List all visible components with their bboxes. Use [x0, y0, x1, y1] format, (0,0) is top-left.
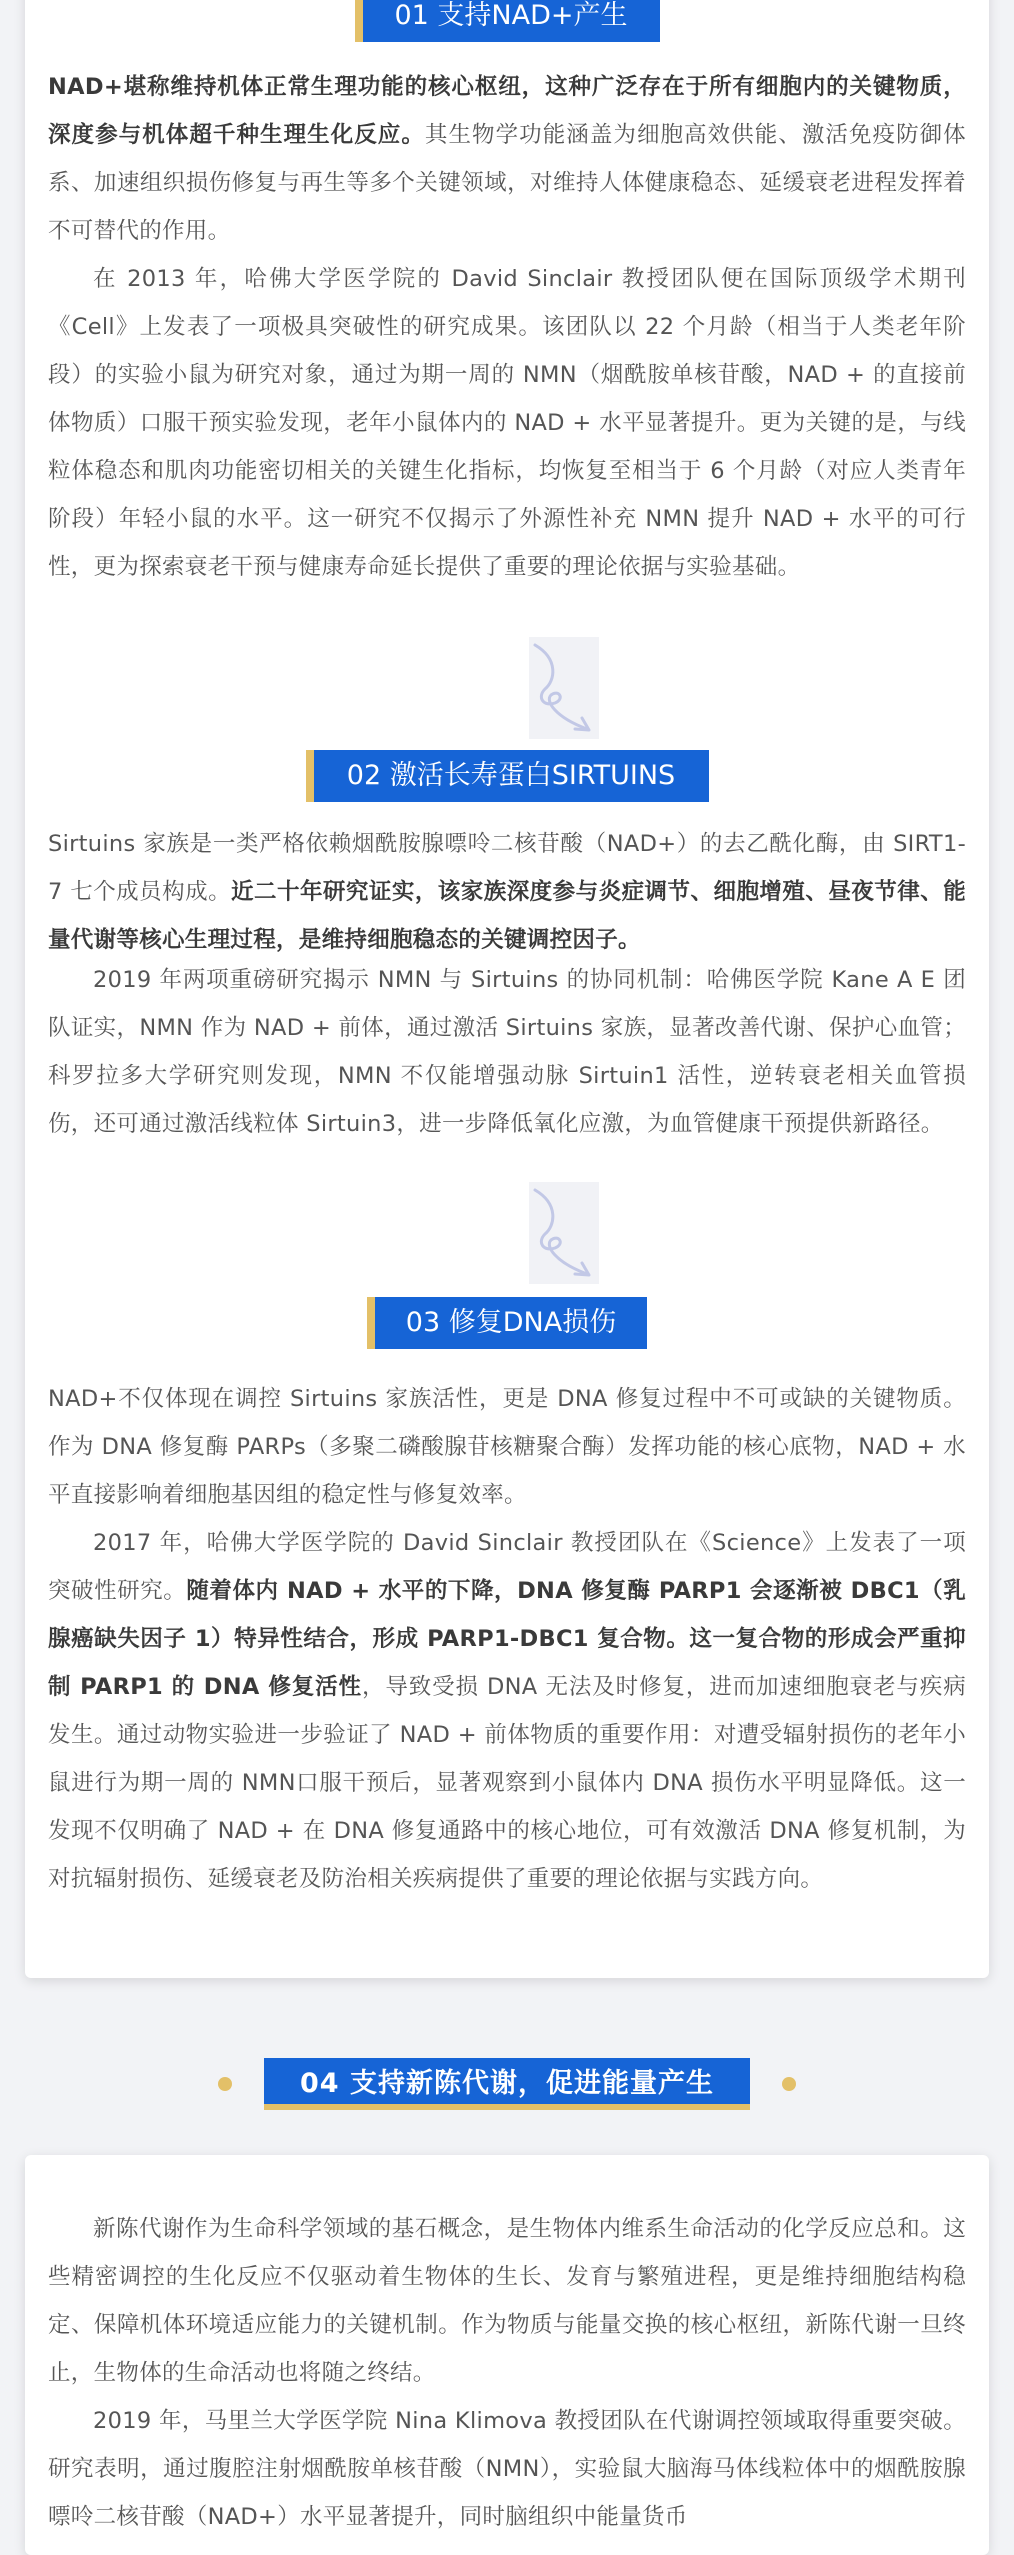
section-3-paragraph-2 [48, 1519, 966, 1903]
section-3-p2-text: ，导致受损 DNA 无法及时修复，进而加速细胞衰老与疾病发生。通过动物实验进一步验证了 NAD + 前体物质的重要作用：对遭受辐射损伤的老年小鼠进行为期一周的 NMN口服干预后，显著观察到小鼠体内 DNA 损伤水平明显降低。这一发现不仅明确了 NAD + 在 DNA 修复通路中的核心地位，可有效激活 DNA 修复机制，为对抗辐射损伤、延缓衰老及防治相关疾病提供了重要的理论依据与实践方向。 [48, 1674, 966, 1892]
section-2-p1-bold: 近二十年研究证实，该家族深度参与炎症调节、细胞增殖、昼夜节律、能量代谢等核心生理过程，是维持细胞稳态的关键调控因子。 [48, 879, 966, 953]
section-4-paragraph-1: 新陈代谢作为生命科学领域的基石概念，是生物体内维系生命活动的化学反应总和。这些精密调控的生化反应不仅驱动着生物体的生长、发育与繁殖进程，更是维持细胞结构稳定、保障机体环境适应能力的关键机制。作为物质与能量交换的核心枢纽，新陈代谢一旦终止，生物体的生命活动也将随之终结。 [48, 2216, 966, 2386]
section-1-p1-text: 其生物学功能涵盖为细胞高效供能、激活免疫防御体系、加速组织损伤修复与再生等多个关键领域，对维持人体健康稳态、延缓衰老进程发挥着不可替代的作用。 [48, 122, 966, 244]
section-2-p1-text: Sirtuins 家族是一类严格依赖烟酰胺腺嘌呤二核苷酸（NAD+）的去乙酰化酶，由 SIRT1-7 七个成员构成。 [48, 831, 966, 905]
section-4-paragraph-2: 2019 年，马里兰大学医学院 Nina Klimova 教授团队在代谢调控领域取得重要突破。研究表明，通过腹腔注射烟酰胺单核苷酸（NMN），实验鼠大脑海马体线粒体中的烟酰胺腺嘌呤二核苷酸（NAD+）水平显著提升，同时脑组织中能量货币 [48, 2408, 966, 2530]
section-2-title: 02 激活长寿蛋白SIRTUINS [306, 750, 709, 802]
section-2-heading-wrap [0, 750, 1014, 802]
swirl-arrow-icon [529, 1182, 599, 1284]
gold-dot-icon [782, 2077, 796, 2091]
section-3-paragraph-1: NAD+不仅体现在调控 Sirtuins 家族活性，更是 DNA 修复过程中不可或缺的关键物质。作为 DNA 修复酶 PARPs（多聚二磷酸腺苷核糖聚合酶）发挥功能的核心底物，NAD + 水平直接影响着细胞基因组的稳定性与修复效率。 [48, 1386, 966, 1508]
section-3-p2-bold: 随着体内 NAD + 水平的下降，DNA 修复酶 PARP1 会逐渐被 DBC1（乳腺癌缺失因子 1）特异性结合，形成 PARP1-DBC1 复合物。这一复合物的形成会严重抑制 PARP1 的 DNA 修复活性 [48, 1578, 966, 1700]
gold-dot-icon [218, 2077, 232, 2091]
section-3-heading-wrap [0, 1297, 1014, 1349]
section-1-paragraph-1 [48, 63, 966, 255]
section-3-title: 03 修复DNA损伤 [367, 1297, 647, 1349]
section-1-paragraph-2: 在 2013 年，哈佛大学医学院的 David Sinclair 教授团队便在国际顶级学术期刊《Cell》上发表了一项极具突破性的研究成果。该团队以 22 个月龄（相当于人类老年阶段）的实验小鼠为研究对象，通过为期一周的 NMN（烟酰胺单核苷酸，NAD + 的直接前体物质）口服干预实验发现，老年小鼠体内的 NAD + 水平显著提升。更为关键的是，与线粒体稳态和肌肉功能密切相关的关键生化指标，均恢复至相当于 6 个月龄（对应人类青年阶段）年轻小鼠的水平。这一研究不仅揭示了外源性补充 NMN 提升 NAD + 水平的可行性，更为探索衰老干预与健康寿命延长提供了重要的理论依据与实验基础。 [48, 266, 966, 580]
section-4-title: 04 支持新陈代谢，促进能量产生 [264, 2058, 750, 2110]
section-2-paragraph-2: 2019 年两项重磅研究揭示 NMN 与 Sirtuins 的协同机制：哈佛医学院 Kane A E 团队证实，NMN 作为 NAD + 前体，通过激活 Sirtuins 家族，显著改善代谢、保护心血管；科罗拉多大学研究则发现，NMN 不仅能增强动脉 Sirtuin1 活性，逆转衰老相关血管损伤，还可通过激活线粒体 Sirtuin3，进一步降低氧化应激，为血管健康干预提供新路径。 [48, 967, 966, 1137]
section-3-p2-pre: 2017 年，哈佛大学医学院的 David Sinclair 教授团队在《Science》上发表了一项突破性研究。 [48, 1530, 966, 1604]
section-1-p1-bold: NAD+堪称维持机体正常生理功能的核心枢纽，这种广泛存在于所有细胞内的关键物质，深度参与机体超千种生理生化反应。 [48, 74, 966, 148]
section-1-title: 01 支持NAD+产生 [355, 0, 660, 42]
section-2-paragraph-1 [48, 820, 966, 964]
swirl-arrow-icon [529, 637, 599, 739]
section-4-heading-wrap [0, 2058, 1014, 2110]
section-1-heading-wrap [0, 0, 1014, 42]
